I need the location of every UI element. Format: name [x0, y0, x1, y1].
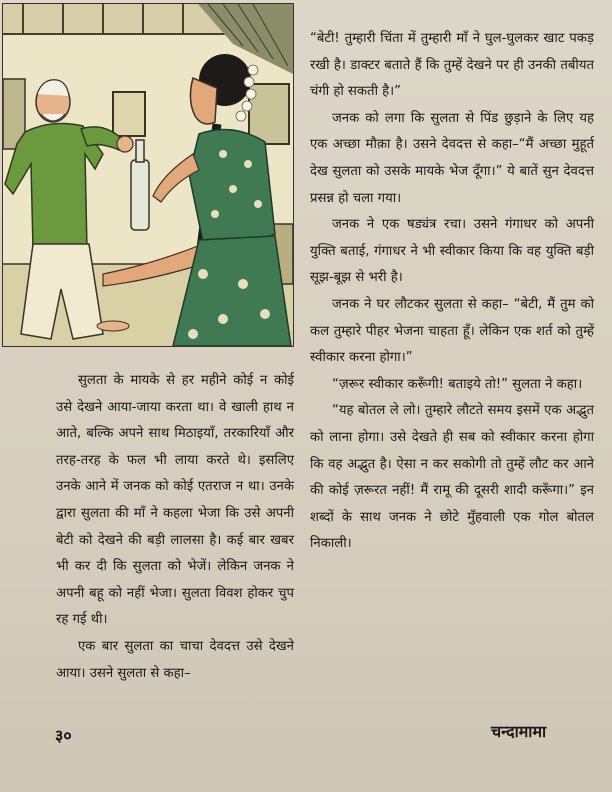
paragraph: जनक ने घर लौटकर सुलता से कहा– “बेटी, मैं तुम को कल तुम्हारे पीहर भेजना चाहता हूँ। लेकिन एक शर्त को तुम्हें स्वीकार करना होगा।”	[310, 296, 594, 366]
illustration-drawing	[3, 4, 293, 346]
paragraph: “यह बोतल ले लो। तुम्हारे लौटते समय इसमें एक अद्भुत को लाना होगा। उसे देखते ही सब को स्वीकार करना होगा कि वह अद्भुत है। ऐसा न कर सकोगी तो तुम्हें लौट कर आने की कोई ज़रूरत नहीं! मैं रामू की दूसरी शादी करूँगा।” इन शब्दों के साथ जनक ने छोटे मुँहवाली एक गोल बोतल निकाली।	[310, 403, 594, 552]
paragraph: एक बार सुलता का चाचा देवदत्त उसे देखने आया। उसने सुलता से कहा–	[56, 638, 294, 681]
paragraph: सुलता के मायके से हर महीने कोई न कोई उसे देखने आया-जाया करता था। वे खाली हाथ न आते, बल्कि अपने साथ मिठाइयाँ, तरकारियाँ और तरह-तरह के फल भी लाया करते थे। इसलिए उनके आने में जनक को कोई एतराज न था। उनके द्वारा सुलता की माँ ने कहला भेजा कि उसे अपनी बेटी को देखने की बड़ी लालसा है। कई बार खबर भी कर दी कि सुलता को भेजें। लेकिन जनक ने अपनी बहू को नहीं भेजा। सुलता विवश होकर चुप रह गई थी।	[56, 373, 294, 628]
right-text-column	[310, 26, 594, 558]
paragraph: जनक को लगा कि सुलता से पिंड छुड़ाने के लिए यह एक अच्छा मौक़ा है। उसने देवदत्त से कहा–“मैं अच्छा मुहूर्त देख सुलता को उसके मायके भेज दूँगा।” ये बातें सुन देवदत्त प्रसन्न हो चला गया।	[310, 110, 594, 206]
story-illustration	[2, 3, 294, 347]
paragraph: “बेटी! तुम्हारी चिंता में तुम्हारी माँ ने घुल-घुलकर खाट पकड़ रखी है। डाक्टर बताते हैं कि तुम्हें देखने पर ही उनकी तबीयत चंगी हो सकती है।”	[310, 31, 594, 100]
left-text-column	[56, 368, 294, 687]
magazine-title: चन्दामामा	[491, 722, 547, 741]
paragraph: जनक ने एक षड्यंत्र रचा। उसने गंगाधर को अपनी युक्ति बताई, गंगाधर ने भी स्वीकार किया कि वह युक्ति बड़ी सूझ-बूझ से भरी है।	[310, 217, 594, 286]
page-number: ३०	[55, 726, 72, 745]
paragraph: “ज़रूर स्वीकार करूँगी! बताइये तो!” सुलता ने कहा।	[332, 376, 583, 392]
